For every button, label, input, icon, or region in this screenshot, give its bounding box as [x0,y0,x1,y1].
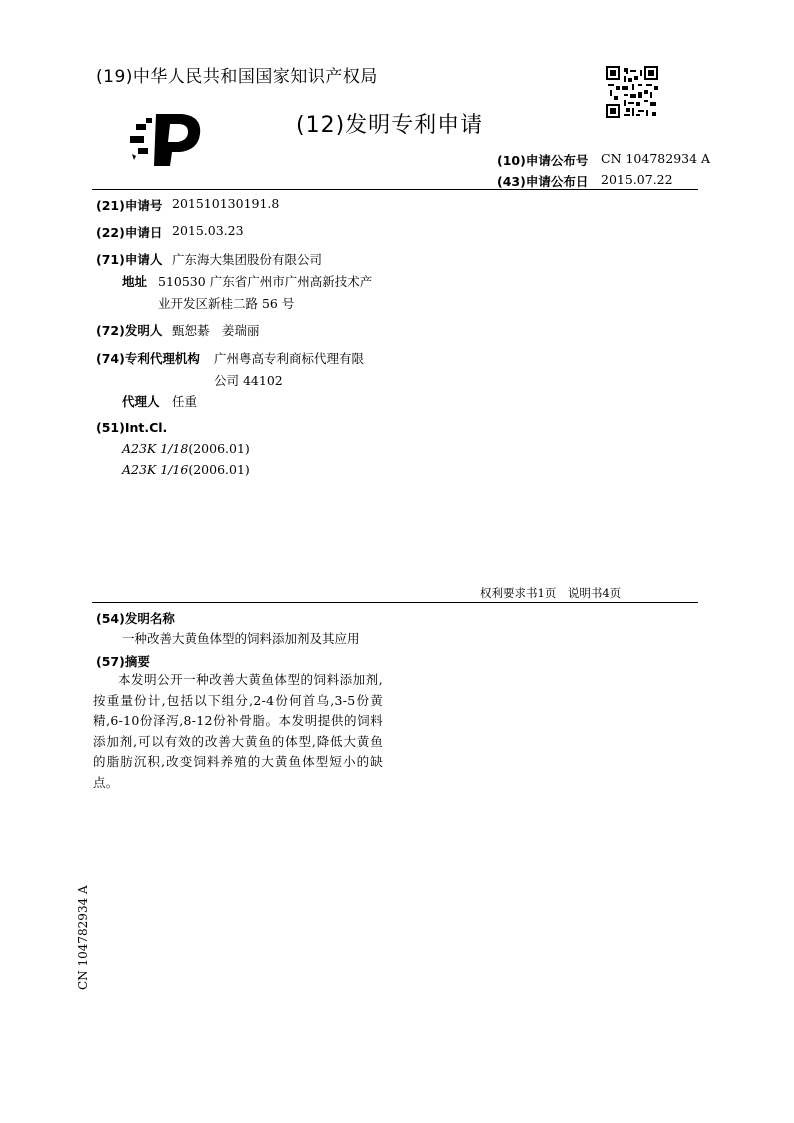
applicant-label: (71)申请人 [96,252,163,267]
inventors: 甄恕綦 姜瑞丽 [172,323,260,338]
intcl-entry: A23K 1/18(2006.01) [122,441,250,456]
app-date-label: (22)申请日 [96,225,163,240]
page-count: 权利要求书1页 说明书4页 [480,586,622,600]
pub-no: CN 104782934 A [601,151,711,166]
agency-line1: 广州粤高专利商标代理有限 [214,351,365,366]
intcl-entry: A23K 1/16(2006.01) [122,462,250,477]
abstract-label: (57)摘要 [96,654,150,669]
pub-date-label: (43)申请公布日 [497,174,589,189]
sipo-logo [124,108,204,168]
abstract-text: 本发明公开一种改善大黄鱼体型的饲料添加剂,按重量份计,包括以下组分,2-4份何首乌,3-5份黄精,6-10份泽泻,8-12份补骨脂。本发明提供的饲料添加剂,可以有效的改善大黄鱼的体型,降低大黄鱼的脂肪沉积,改变饲料养殖的大黄鱼体型短小的缺点。 [93,672,383,790]
section-rule [92,602,698,603]
address-line1: 510530 广东省广州市广州高新技术产 [158,274,373,289]
inventor-label: (72)发明人 [96,323,163,338]
agency-label: (74)专利代理机构 [96,351,200,366]
address-label: 地址 [122,274,148,289]
address-line2: 业开发区新桂二路 56 号 [158,296,295,311]
document-type: (12)发明专利申请 [296,113,484,138]
invention-title: 一种改善大黄鱼体型的饲料添加剂及其应用 [122,631,360,646]
agent-label: 代理人 [122,394,160,409]
side-pub-code: CN 104782934 A [76,885,90,990]
app-date: 2015.03.23 [172,223,244,238]
pub-no-label: (10)申请公布号 [497,153,589,168]
pub-date: 2015.07.22 [601,172,673,187]
title-label: (54)发明名称 [96,611,175,626]
app-no-label: (21)申请号 [96,198,163,213]
intcl-label: (51)Int.Cl. [96,420,168,435]
agency-line2: 公司 44102 [214,373,283,388]
agent: 任重 [172,394,198,409]
header-rule [92,189,698,190]
qr-code[interactable] [606,66,658,118]
applicant: 广东海大集团股份有限公司 [172,252,323,267]
app-no: 201510130191.8 [172,196,280,211]
issuing-office: (19)中华人民共和国国家知识产权局 [96,67,378,87]
